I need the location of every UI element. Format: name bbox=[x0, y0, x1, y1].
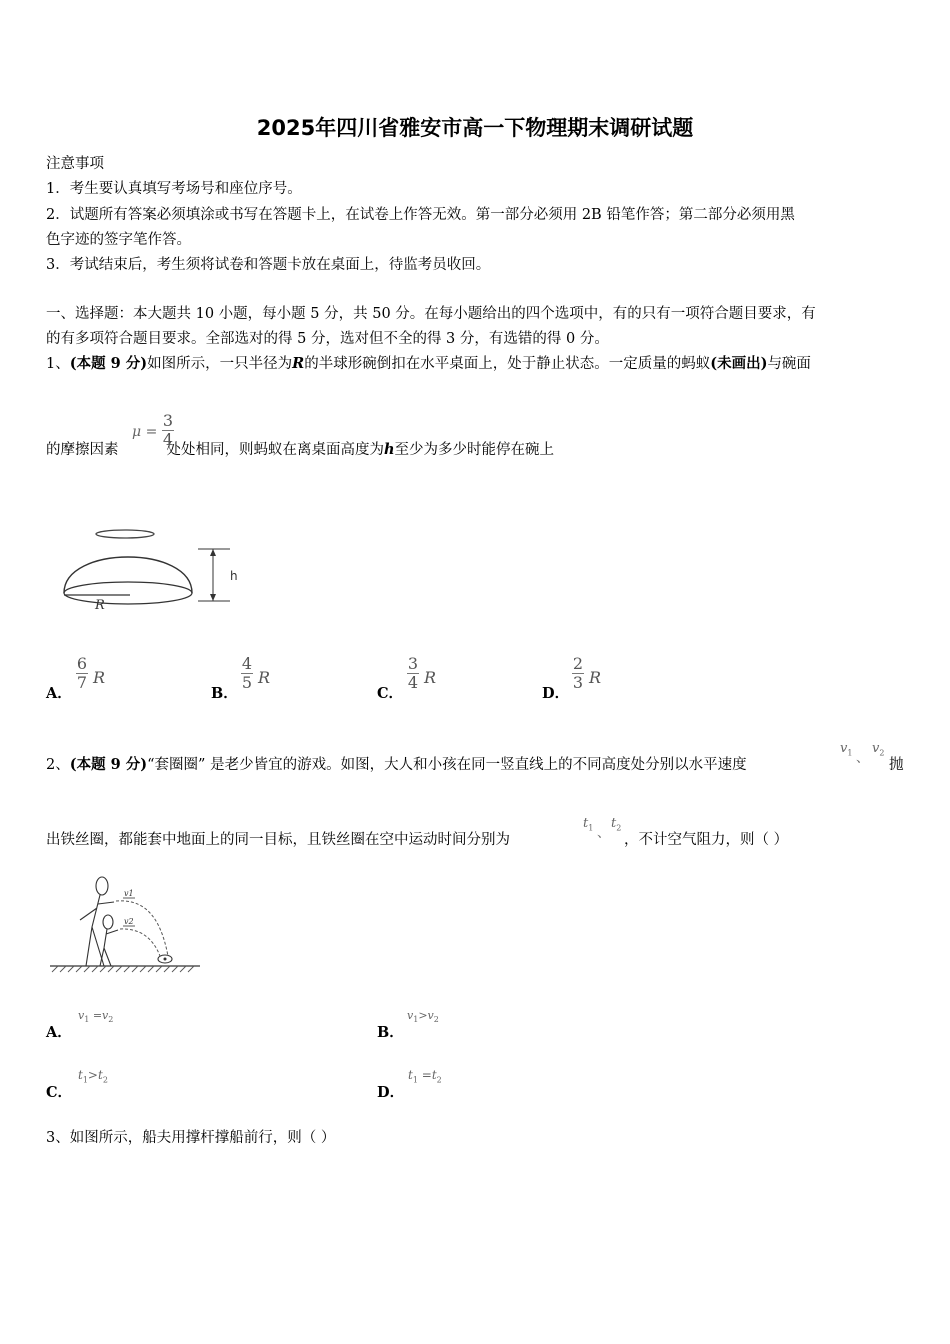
q1-text-b: 的半球形碗倒扣在水平桌面上，处于静止状态。一定质量的蚂蚁 bbox=[304, 356, 711, 372]
q2-v2-symbol: $v_2$ bbox=[872, 741, 885, 758]
q2-ring-toss-figure bbox=[48, 872, 202, 976]
q1-option-c-label[interactable]: C． bbox=[377, 685, 404, 702]
q2-line2-b: ，不计空气阻力，则（ ） bbox=[624, 832, 789, 848]
adult-figure bbox=[80, 877, 114, 966]
q2-t1-symbol: $t_1$ bbox=[583, 816, 594, 833]
q1-bowl-figure bbox=[58, 525, 248, 615]
child-figure bbox=[100, 915, 118, 966]
q2-option-b-expr: $v_1>v_2$ bbox=[407, 1009, 439, 1025]
section1-intro-line2: 的有多项符合题目要求。全部选对的得 5 分，选对但不全的得 3 分，有选错的得 0 分。 bbox=[46, 331, 609, 347]
q2-line2-a: 出铁丝圈，都能套中地面上的同一目标，且铁丝圈在空中运动时间分别为 bbox=[46, 832, 510, 848]
height-arrow-up bbox=[210, 549, 216, 556]
frac-num: 2 bbox=[572, 654, 584, 673]
v2-label: v2 bbox=[124, 917, 134, 926]
q1-option-c-fraction bbox=[407, 655, 419, 692]
q2-prefix: 2、 bbox=[46, 757, 70, 773]
q2-option-d-expr: $t_1 =t_2$ bbox=[408, 1068, 442, 1085]
q1-stem-line1 bbox=[46, 352, 811, 373]
q1-option-c-var: R bbox=[424, 668, 437, 687]
q2-stem-line2 bbox=[46, 828, 510, 849]
q2-option-a-expr: $v_1 =v_2$ bbox=[78, 1009, 114, 1025]
notice-item-2: 2．试题所有答案必须填涂或书写在答题卡上，在试卷上作答无效。第一部分必须用 2B 铅笔作答；第二部分必须用黑 bbox=[46, 207, 795, 223]
q2-stem-line1 bbox=[46, 753, 747, 774]
q1-line2-c: 至少为多少时能停在碗上 bbox=[394, 442, 555, 458]
q2-option-a-label[interactable]: A． bbox=[46, 1024, 72, 1041]
q1-var-R: R bbox=[292, 355, 305, 372]
notice-item-1: 1．考生要认真填写考场号和座位序号。 bbox=[46, 181, 302, 197]
q1-option-a-label[interactable]: A． bbox=[46, 685, 72, 702]
q1-line2-b: 处处相同，则蚂蚁在离桌面高度为 bbox=[166, 442, 384, 458]
frac-den: 7 bbox=[76, 673, 88, 692]
q2-t2-symbol: $t_2$ bbox=[611, 816, 622, 833]
q1-option-a-fraction bbox=[76, 655, 88, 692]
q2-option-b-label[interactable]: B． bbox=[377, 1024, 404, 1041]
q2-v1-symbol: $v_1$ bbox=[840, 741, 853, 758]
q1-option-d-fraction bbox=[572, 655, 584, 692]
frac-num: 6 bbox=[76, 654, 88, 673]
q2-text-b: 抛 bbox=[889, 757, 904, 773]
notice-heading: 注意事项 bbox=[46, 156, 104, 172]
trajectory-2 bbox=[120, 929, 160, 956]
q1-option-b-var: R bbox=[258, 668, 271, 687]
ground-hatching bbox=[52, 966, 194, 972]
target-center bbox=[164, 958, 167, 961]
q2-option-c-label[interactable]: C． bbox=[46, 1084, 73, 1101]
q3-stem: 3、如图所示，船夫用撑杆撑船前行，则（ ） bbox=[46, 1130, 336, 1146]
section1-intro-line1: 一、选择题：本大题共 10 小题，每小题 5 分，共 50 分。在每小题给出的四个选项中，有的只有一项符合题目要求，有 bbox=[46, 306, 816, 322]
frac-num: 3 bbox=[407, 654, 419, 673]
q2-separator: 、 bbox=[856, 751, 870, 766]
bowl-rim-top bbox=[96, 530, 154, 538]
trajectory-1 bbox=[116, 901, 168, 956]
q1-option-b-fraction bbox=[241, 655, 253, 692]
q1-tag: (本题 9 分) bbox=[69, 355, 148, 372]
q1-mu-fraction bbox=[162, 412, 174, 449]
notice-item-2-cont: 色字迹的签字笔作答。 bbox=[46, 232, 191, 248]
q2-option-c-expr: $t_1>t_2$ bbox=[78, 1068, 108, 1085]
q2-tag: (本题 9 分) bbox=[69, 756, 148, 773]
page-title: 2025年四川省雅安市高一下物理期末调研试题 bbox=[256, 116, 694, 140]
notice-item-3: 3．考试结束后，考生须将试卷和答题卡放在桌面上，待监考员收回。 bbox=[46, 257, 491, 273]
q1-tag2: (未画出) bbox=[710, 355, 768, 372]
frac-den: 5 bbox=[241, 673, 253, 692]
frac-den: 3 bbox=[572, 673, 584, 692]
q1-mu-den: 4 bbox=[162, 430, 174, 449]
height-label: h bbox=[230, 569, 238, 583]
q1-text-c: 与碗面 bbox=[767, 356, 811, 372]
q1-text-a: 如图所示，一只半径为 bbox=[147, 356, 293, 372]
height-arrow-down bbox=[210, 594, 216, 601]
q1-mu-symbol: μ = bbox=[132, 424, 158, 440]
bowl-dome bbox=[64, 557, 192, 593]
q2-text-a: “套圈圈” 是老少皆宜的游戏。如图，大人和小孩在同一竖直线上的不同高度处分别以水平速度 bbox=[147, 757, 747, 773]
q1-line2-a: 的摩擦因素 bbox=[46, 442, 119, 458]
radius-label: R bbox=[95, 598, 105, 613]
frac-num: 4 bbox=[241, 654, 253, 673]
q1-option-a-var: R bbox=[93, 668, 106, 687]
q1-var-h: h bbox=[384, 441, 395, 458]
q1-mu-num: 3 bbox=[162, 411, 174, 430]
bowl-base bbox=[64, 582, 192, 604]
q1-prefix: 1、 bbox=[46, 356, 70, 372]
frac-den: 4 bbox=[407, 673, 419, 692]
q1-stem-line2 bbox=[46, 438, 554, 459]
q2-separator-t: 、 bbox=[597, 826, 611, 841]
q1-option-d-var: R bbox=[589, 668, 602, 687]
q1-option-b-label[interactable]: B． bbox=[211, 685, 238, 702]
v1-label: v1 bbox=[124, 889, 134, 898]
q2-option-d-label[interactable]: D． bbox=[377, 1084, 405, 1101]
q1-option-d-label[interactable]: D． bbox=[542, 685, 570, 702]
